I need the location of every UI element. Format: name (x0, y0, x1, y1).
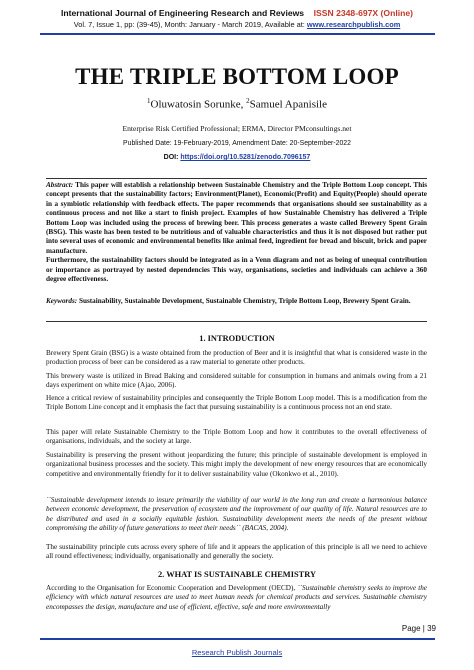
abstract-text-2: Furthermore, the sustainability factors should be integrated as in a Venn diagram and not as being of unequal contribution or importance as portrayed by nested dependencies This way, organisations, societies and individuals can achieve a 360 degree effectiveness. (46, 256, 427, 284)
doi-label: DOI: (163, 154, 181, 161)
intro-paragraph-1: Brewery Spent Grain (BSG) is a waste obtained from the production of Beer and it is insightful that what is considered waste in the production process of beer can be considered as a raw material to generate other products. (46, 349, 427, 367)
intro-paragraph-3: Hence a critical review of sustainability principles and consequently the Triple Bottom Loop model. This is a modification from the Triple Bottom Line concept and it emphasis the fact that pursuing sustainability is a continuous process not an end state. (46, 394, 427, 412)
author2-sup: 2 (246, 97, 250, 105)
authors (0, 97, 474, 111)
section2-paragraph-1 (46, 584, 427, 612)
paper-title: THE TRIPLE BOTTOM LOOP (75, 64, 399, 89)
footer (0, 648, 474, 657)
intro-paragraph-5: Sustainability is preserving the present without jeopardizing the future; this principle of sustainable development is employed in organizational business processes and the society. This might imply the development of new energy resources that are economically competitive and environmentally friendly for it to deliver sustainability value (Okonkwo et al., 2010). (46, 451, 427, 478)
author1: Oluwatosin Sorunke, (150, 98, 247, 111)
abstract-label: Abstract: (46, 181, 74, 189)
publication-dates: Published Date: 19-February-2019, Amendment Date: 20-September-2022 (123, 140, 351, 147)
publisher-link[interactable]: Research Publish Journals (191, 648, 283, 657)
abstract (46, 181, 427, 284)
section2-text: According to the Organisation for Economic Cooperation and Development (OECD), (46, 584, 298, 592)
intro-paragraph-4: This paper will relate Sustainable Chemistry to the Triple Bottom Loop and how it contributes to the overall effectiveness of organisations, individuals, and the society at large. (46, 428, 427, 446)
author1-sup: 1 (147, 97, 151, 105)
keywords-text: Sustainability, Sustainable Development, Sustainable Chemistry, Triple Bottom Loop, Brewery Spent Grain. (77, 297, 411, 305)
volume-info: Vol. 7, Issue 1, pp: (39-45), Month: January - March 2019, Available at: (73, 20, 305, 29)
issn-label: ISSN 2348-697X (Online) (313, 8, 413, 18)
journal-name: International Journal of Engineering Research and Reviews (61, 8, 305, 18)
section-heading-introduction: 1. INTRODUCTION (199, 334, 275, 343)
abstract-text: This paper will establish a relationship between Sustainable Chemistry and the Triple Bottom Loop concept. This concept presents that the sustainability factors; Environment(Planet), Economic(Profit) and Equity(People) should operate in a symbiotic relationship with feedback effects. The paper recommends that organisations should see sustainability as a continuous process and not like a start to finish project. Examples of how Sustainable Chemistry has delivered a Triple Bottom Loop was included using the process of brewing beer. This process generates a waste called Brewery Spent Grain (BSG). This waste has been tested to be nutritious and of valuable characteristics and thus it is not disposed but rather put into several uses of economic and environmental benefits like animal feed, ingredient for bread and biscuit, brick and paper manufacture. (46, 181, 427, 255)
header-divider (40, 33, 435, 35)
keywords (46, 297, 427, 306)
footer-divider (40, 638, 435, 640)
page-number: Page | 39 (401, 624, 436, 633)
doi-line (0, 154, 474, 161)
doi-link[interactable]: https://doi.org/10.5281/zenodo.7096157 (180, 154, 311, 161)
journal-header (0, 8, 474, 18)
volume-line (0, 20, 474, 29)
intro-quote: ``Sustainable development intends to insure primarily the viability of our world in the long run and create a harmonious balance between economic development, the preservation of ecosystem and the improvement of our quality of life. Natural resources are to be distributed and used in a socially equitable fashion. Sustainability development meets the needs of the present without compromising the ability of future generations to meet their needs`` (BACAS, 2004). (46, 496, 427, 533)
affiliation: Enterprise Risk Certified Professional; ERMA, Director PMconsultings.net (122, 124, 352, 133)
section2-quote: ``Sustainable chemistry seeks to improve the efficiency with which natural resources are used to meet human needs for chemical products and services. Sustainable chemistry encompasses the design, manufacture and use of efficient, effective, safe and more environmentally (46, 584, 427, 611)
intro-paragraph-2: This brewery waste is utilized in Bread Baking and considered suitable for consumption in humans and animals owing from a 21 days experiment on white mice (Ajao, 2006). (46, 372, 427, 390)
keywords-label: Keywords: (46, 297, 78, 305)
section-heading-sustainable-chemistry: 2. WHAT IS SUSTAINABLE CHEMISTRY (157, 570, 317, 579)
intro-paragraph-7: The sustainability principle cuts across every sphere of life and it appears the application of this principle is all we need to achieve all round effectiveness; individually, organisationally and generally the society. (46, 543, 427, 561)
website-link[interactable]: www.researchpublish.com (306, 20, 401, 29)
author2: Samuel Apanisile (249, 98, 327, 111)
